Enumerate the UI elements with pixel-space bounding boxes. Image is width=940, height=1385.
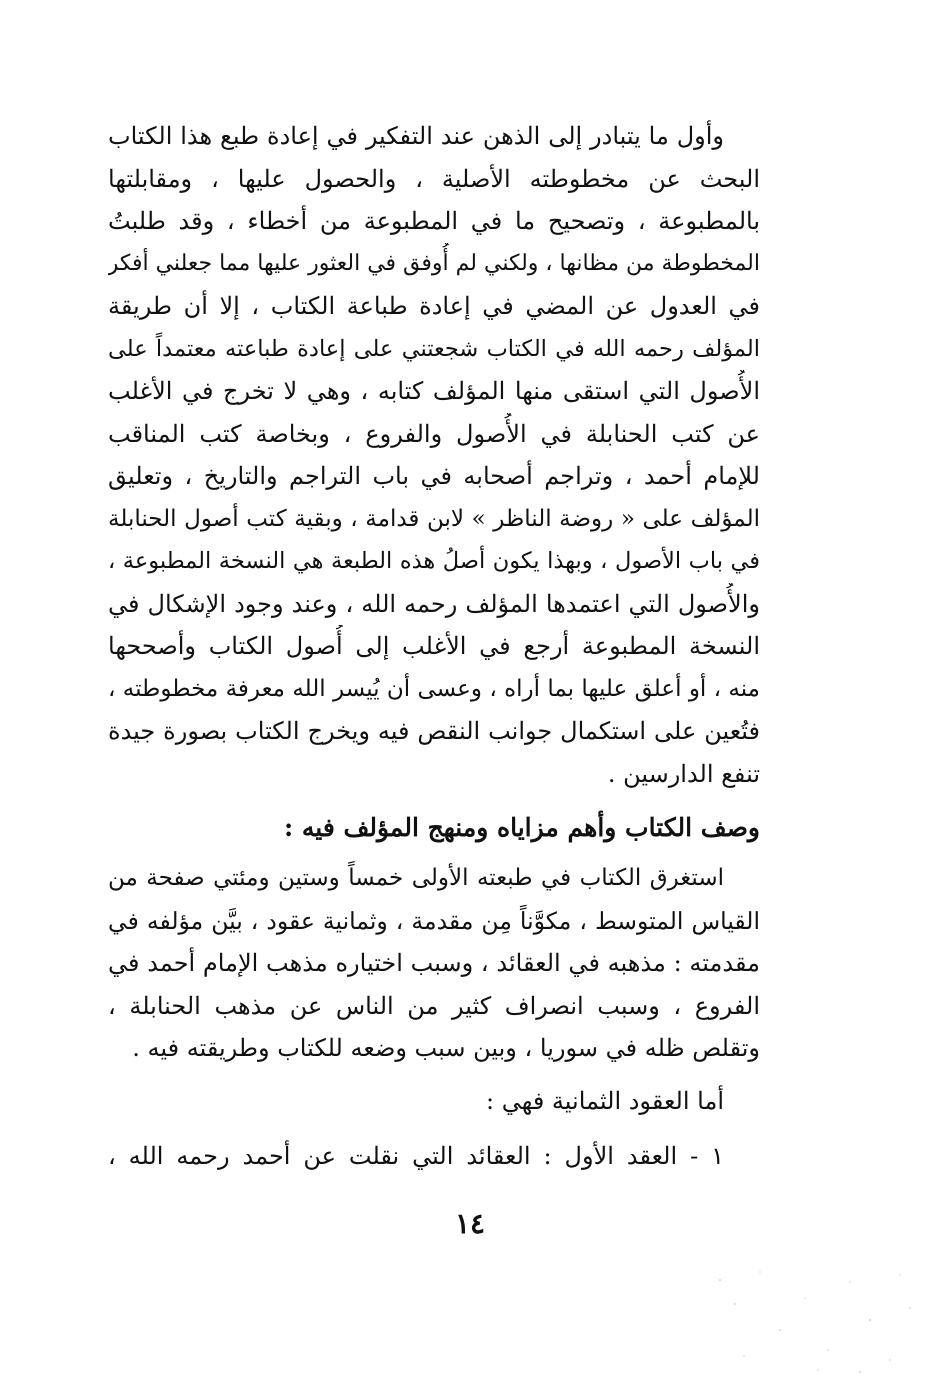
text-line: القياس المتوسط ، مكوَّناً مِن مقدمة ، وثمانية عقود ، بيَّن مؤلفه في bbox=[108, 906, 760, 935]
paragraph-intro bbox=[108, 115, 760, 795]
text-line: بالمطبوعة ، وتصحيح ما في المطبوعة من أخطاء ، وقد طلبتُ bbox=[108, 207, 760, 235]
text-line: في العدول عن المضي في إعادة طباعة الكتاب ، إلا أن طريقة bbox=[108, 292, 760, 320]
scan-speckle bbox=[700, 1260, 930, 1380]
text-line: عن كتب الحنابلة في الأُصول والفروع ، وبخاصة كتب المناقب bbox=[108, 419, 760, 448]
text-line: استغرق الكتاب في طبعته الأولى خمساً وستين ومئتي صفحة من bbox=[108, 865, 724, 891]
paragraph-contracts-intro bbox=[108, 1080, 760, 1123]
paragraph-description bbox=[108, 857, 760, 1070]
text-line: النسخة المطبوعة أرجع في الأغلب إلى أُصول الكتاب وأصححها bbox=[108, 632, 760, 660]
text-line: الأُصول التي استقى منها المؤلف كتابه ، وهي لا تخرج في الأغلب bbox=[108, 377, 760, 405]
text-line: والأُصول التي اعتمدها المؤلف رحمه الله ، وعند وجود الإشكال في bbox=[108, 589, 760, 618]
text-line: منه ، أو أعلق عليها بما أراه ، وعسى أن يُيسر الله معرفة مخطوطته ، bbox=[108, 675, 760, 702]
list-item-first-contract bbox=[108, 1135, 760, 1178]
text-line: البحث عن مخطوطته الأصلية ، والحصول عليها ، ومقابلتها bbox=[108, 164, 760, 193]
text-line: للإمام أحمد ، وتراجم أصحابه في باب التراجم والتاريخ ، وتعليق bbox=[108, 462, 760, 490]
section-heading: وصف الكتاب وأهم مزاياه ومنهج المؤلف فيه : bbox=[283, 813, 760, 842]
text-line: فتُعين على استكمال جوانب النقص فيه ويخرج الكتاب بصورة جيدة bbox=[108, 717, 760, 745]
page-number: ١٤ bbox=[454, 1207, 486, 1240]
text-line: وأول ما يتبادر إلى الذهن عند التفكير في إعادة طبع هذا الكتاب bbox=[108, 122, 724, 150]
text-line: أما العقود الثمانية فهي : bbox=[486, 1087, 724, 1115]
text-line: في باب الأصول ، وبهذا يكون أصلُ هذه الطبعة هي النسخة المطبوعة ، bbox=[108, 548, 760, 574]
text-line: المخطوطة من مظانها ، ولكني لم أُوفق في العثور عليها مما جعلني أفكر bbox=[108, 250, 760, 276]
text-line: المؤلف على « روضة الناظر » لابن قدامة ، وبقية كتب أصول الحنابلة bbox=[108, 505, 760, 532]
text-line: مقدمته : مذهبه في العقائد ، وسبب اختياره مذهب الإمام أحمد في bbox=[108, 949, 760, 977]
text-line: تنفع الدارسين . bbox=[607, 759, 760, 788]
text-line: الفروع ، وسبب انصراف كثير من الناس عن مذهب الحنابلة ، bbox=[108, 991, 760, 1020]
text-line: ١ - العقد الأول : العقائد التي نقلت عن أحمد رحمه الله ، bbox=[108, 1142, 724, 1170]
text-line: وتقلص ظله في سوريا ، وبين سبب وضعه للكتاب وطريقته فيه . bbox=[132, 1034, 760, 1062]
text-line: المؤلف رحمه الله في الكتاب شجعتني على إعادة طباعته معتمداً على bbox=[108, 335, 760, 362]
